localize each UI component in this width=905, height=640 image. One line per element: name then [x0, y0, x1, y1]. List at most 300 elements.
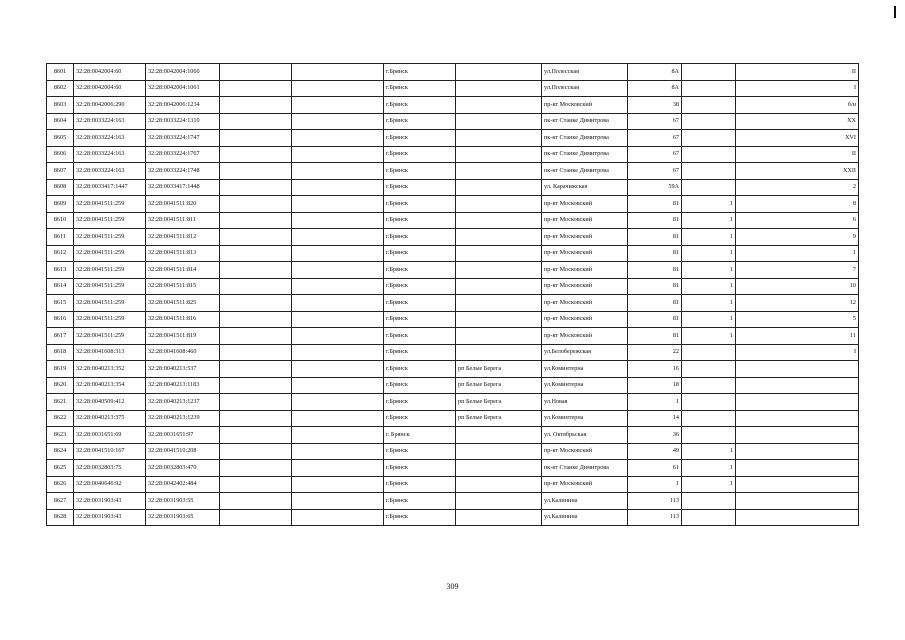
settlement-cell: рп Белые Берега	[456, 377, 542, 394]
parent-cadastral-number-cell: 32:28:0042006:290	[74, 97, 146, 114]
parent-cadastral-number-cell: 32:28:0041511:259	[74, 328, 146, 345]
parent-cadastral-number-cell: 32:28:0031903:43	[74, 493, 146, 510]
house-number-cell: 38	[628, 97, 682, 114]
cadastral-number-cell: 32:28:0042402:484	[146, 476, 220, 493]
parent-cadastral-number-cell: 32:28:0040646:92	[74, 476, 146, 493]
room-number-cell	[736, 460, 859, 477]
city-cell: г.Брянск	[384, 295, 456, 312]
room-number-cell	[736, 443, 859, 460]
table-row	[47, 476, 859, 493]
empty-cell-cell	[292, 427, 384, 444]
city-cell: г.Брянск	[384, 460, 456, 477]
record-number-cell: 8602	[47, 80, 74, 97]
empty-cell-cell	[292, 163, 384, 180]
empty-cell-cell	[292, 113, 384, 130]
building-number-cell	[682, 80, 736, 97]
empty-cell-cell	[292, 179, 384, 196]
table-row	[47, 460, 859, 477]
street-cell: пр-кт Московский	[542, 196, 628, 213]
house-number-cell: 22	[628, 344, 682, 361]
building-number-cell: 1	[682, 196, 736, 213]
room-number-cell: 12	[736, 295, 859, 312]
parent-cadastral-number-cell: 32:28:0041511:259	[74, 196, 146, 213]
street-cell: ул. Октябрьская	[542, 427, 628, 444]
cadastral-number-cell: 32:28:0041510:208	[146, 443, 220, 460]
house-number-cell: 1	[628, 394, 682, 411]
record-number-cell: 8627	[47, 493, 74, 510]
record-number-cell: 8613	[47, 262, 74, 279]
settlement-cell	[456, 163, 542, 180]
table-row	[47, 179, 859, 196]
building-number-cell	[682, 113, 736, 130]
house-number-cell: 18	[628, 377, 682, 394]
house-number-cell: 81	[628, 328, 682, 345]
parent-cadastral-number-cell: 32:28:0033224:163	[74, 113, 146, 130]
empty-cell-cell	[292, 344, 384, 361]
street-cell: ул.Калинина	[542, 509, 628, 526]
cadastral-number-cell: 32:28:0040213:1183	[146, 377, 220, 394]
empty-cell-cell	[220, 361, 292, 378]
empty-cell-cell	[220, 229, 292, 246]
record-number-cell: 8616	[47, 311, 74, 328]
record-number-cell: 8615	[47, 295, 74, 312]
cadastral-number-cell: 32:28:0031903:55	[146, 493, 220, 510]
settlement-cell	[456, 311, 542, 328]
record-number-cell: 8628	[47, 509, 74, 526]
table-row	[47, 64, 859, 81]
building-number-cell: 1	[682, 229, 736, 246]
cadastral-number-cell: 32:28:0041511:813	[146, 245, 220, 262]
settlement-cell	[456, 460, 542, 477]
registry-table	[46, 63, 859, 526]
building-number-cell: 1	[682, 278, 736, 295]
parent-cadastral-number-cell: 32:28:0042004:60	[74, 64, 146, 81]
street-cell: пр-кт Московский	[542, 212, 628, 229]
room-number-cell: 2	[736, 179, 859, 196]
street-cell: пр-кт Московский	[542, 262, 628, 279]
building-number-cell	[682, 361, 736, 378]
settlement-cell	[456, 113, 542, 130]
house-number-cell: 81	[628, 245, 682, 262]
table-row	[47, 311, 859, 328]
empty-cell-cell	[220, 262, 292, 279]
record-number-cell: 8601	[47, 64, 74, 81]
city-cell: г. Брянск	[384, 427, 456, 444]
settlement-cell	[456, 328, 542, 345]
house-number-cell: 81	[628, 229, 682, 246]
building-number-cell	[682, 97, 736, 114]
parent-cadastral-number-cell: 32:28:0041511:259	[74, 278, 146, 295]
street-cell: ул. Карачижская	[542, 179, 628, 196]
empty-cell-cell	[292, 377, 384, 394]
room-number-cell: 7	[736, 262, 859, 279]
settlement-cell	[456, 278, 542, 295]
street-cell: пр-кт Московский	[542, 245, 628, 262]
city-cell: г.Брянск	[384, 361, 456, 378]
empty-cell-cell	[292, 394, 384, 411]
table-row	[47, 377, 859, 394]
empty-cell-cell	[292, 97, 384, 114]
empty-cell-cell	[220, 410, 292, 427]
record-number-cell: 8605	[47, 130, 74, 147]
record-number-cell: 8620	[47, 377, 74, 394]
parent-cadastral-number-cell: 32:28:0033224:163	[74, 163, 146, 180]
empty-cell-cell	[292, 130, 384, 147]
empty-cell-cell	[292, 476, 384, 493]
empty-cell-cell	[220, 476, 292, 493]
building-number-cell	[682, 163, 736, 180]
city-cell: г.Брянск	[384, 212, 456, 229]
building-number-cell: 1	[682, 328, 736, 345]
cadastral-number-cell: 32:28:0033224:1767	[146, 146, 220, 163]
table-row	[47, 361, 859, 378]
cadastral-number-cell: 32:28:0032803:470	[146, 460, 220, 477]
room-number-cell: 10	[736, 278, 859, 295]
table-row	[47, 262, 859, 279]
house-number-cell: 81	[628, 212, 682, 229]
table-row	[47, 295, 859, 312]
table-row	[47, 328, 859, 345]
house-number-cell: 36	[628, 427, 682, 444]
room-number-cell: 1	[736, 245, 859, 262]
empty-cell-cell	[292, 311, 384, 328]
empty-cell-cell	[220, 344, 292, 361]
street-cell: пр-кт Московский	[542, 229, 628, 246]
settlement-cell	[456, 493, 542, 510]
room-number-cell	[736, 361, 859, 378]
house-number-cell: 8А	[628, 80, 682, 97]
empty-cell-cell	[292, 80, 384, 97]
cadastral-number-cell: 32:28:0042004:1060	[146, 64, 220, 81]
record-number-cell: 8604	[47, 113, 74, 130]
empty-cell-cell	[220, 97, 292, 114]
cadastral-number-cell: 32:28:0033224:1310	[146, 113, 220, 130]
table-row	[47, 163, 859, 180]
city-cell: г.Брянск	[384, 64, 456, 81]
room-number-cell: XXII	[736, 163, 859, 180]
parent-cadastral-number-cell: 32:28:0041511:259	[74, 295, 146, 312]
empty-cell-cell	[220, 311, 292, 328]
room-number-cell: XX	[736, 113, 859, 130]
building-number-cell: 1	[682, 262, 736, 279]
house-number-cell: 61	[628, 460, 682, 477]
record-number-cell: 8624	[47, 443, 74, 460]
settlement-cell	[456, 245, 542, 262]
settlement-cell	[456, 344, 542, 361]
cadastral-number-cell: 32:28:0040213:1239	[146, 410, 220, 427]
room-number-cell	[736, 410, 859, 427]
table-row	[47, 80, 859, 97]
cadastral-number-cell: 32:28:0041511:811	[146, 212, 220, 229]
cadastral-number-cell: 32:28:0041511:812	[146, 229, 220, 246]
record-number-cell: 8614	[47, 278, 74, 295]
parent-cadastral-number-cell: 32:28:0032803:75	[74, 460, 146, 477]
building-number-cell	[682, 394, 736, 411]
record-number-cell: 8603	[47, 97, 74, 114]
settlement-cell	[456, 64, 542, 81]
empty-cell-cell	[220, 427, 292, 444]
house-number-cell: 67	[628, 130, 682, 147]
cadastral-number-cell: 32:28:0033417:1448	[146, 179, 220, 196]
building-number-cell	[682, 377, 736, 394]
house-number-cell: 113	[628, 493, 682, 510]
cadastral-number-cell: 32:28:0042004:1061	[146, 80, 220, 97]
cadastral-number-cell: 32:28:0041511:815	[146, 278, 220, 295]
street-cell: пр-кт Московский	[542, 443, 628, 460]
parent-cadastral-number-cell: 32:28:0040213:354	[74, 377, 146, 394]
parent-cadastral-number-cell: 32:28:0041511:259	[74, 245, 146, 262]
table-row	[47, 394, 859, 411]
table-row	[47, 410, 859, 427]
parent-cadastral-number-cell: 32:28:0040213:375	[74, 410, 146, 427]
house-number-cell: 8А	[628, 64, 682, 81]
cadastral-number-cell: 32:28:0041511:820	[146, 196, 220, 213]
room-number-cell: б/н	[736, 97, 859, 114]
house-number-cell: 49	[628, 443, 682, 460]
street-cell: ул.Коминтерна	[542, 410, 628, 427]
empty-cell-cell	[292, 295, 384, 312]
building-number-cell: 1	[682, 476, 736, 493]
room-number-cell: I	[736, 80, 859, 97]
record-number-cell: 8608	[47, 179, 74, 196]
city-cell: г.Брянск	[384, 377, 456, 394]
empty-cell-cell	[220, 443, 292, 460]
parent-cadastral-number-cell: 32:28:0041511:259	[74, 262, 146, 279]
parent-cadastral-number-cell: 32:28:0041510:167	[74, 443, 146, 460]
street-cell: ул.Коминтерна	[542, 377, 628, 394]
empty-cell-cell	[292, 262, 384, 279]
settlement-cell	[456, 443, 542, 460]
empty-cell-cell	[220, 179, 292, 196]
empty-cell-cell	[220, 245, 292, 262]
city-cell: г.Брянск	[384, 262, 456, 279]
record-number-cell: 8621	[47, 394, 74, 411]
room-number-cell: 5	[736, 311, 859, 328]
table-row	[47, 443, 859, 460]
street-cell: пр-кт Московский	[542, 295, 628, 312]
table-row	[47, 229, 859, 246]
parent-cadastral-number-cell: 32:28:0033224:163	[74, 130, 146, 147]
room-number-cell	[736, 493, 859, 510]
street-cell: ул.Полесская	[542, 80, 628, 97]
city-cell: г.Брянск	[384, 113, 456, 130]
city-cell: г.Брянск	[384, 229, 456, 246]
empty-cell-cell	[220, 113, 292, 130]
empty-cell-cell	[220, 460, 292, 477]
settlement-cell	[456, 262, 542, 279]
record-number-cell: 8617	[47, 328, 74, 345]
room-number-cell	[736, 476, 859, 493]
empty-cell-cell	[220, 130, 292, 147]
city-cell: г.Брянск	[384, 97, 456, 114]
street-cell: пр-кт Московский	[542, 311, 628, 328]
city-cell: г.Брянск	[384, 328, 456, 345]
table-row	[47, 212, 859, 229]
settlement-cell	[456, 146, 542, 163]
table-row	[47, 130, 859, 147]
settlement-cell	[456, 179, 542, 196]
city-cell: г.Брянск	[384, 509, 456, 526]
room-number-cell	[736, 394, 859, 411]
city-cell: г.Брянск	[384, 80, 456, 97]
city-cell: г.Брянск	[384, 130, 456, 147]
street-cell: пк-кт Станке Димитрова	[542, 130, 628, 147]
settlement-cell: рп Белые Берега	[456, 394, 542, 411]
table-body	[47, 64, 859, 526]
street-cell: ул.Полесская	[542, 64, 628, 81]
house-number-cell: 81	[628, 278, 682, 295]
record-number-cell: 8606	[47, 146, 74, 163]
settlement-cell	[456, 212, 542, 229]
building-number-cell	[682, 130, 736, 147]
empty-cell-cell	[292, 212, 384, 229]
settlement-cell	[456, 80, 542, 97]
city-cell: г.Брянск	[384, 443, 456, 460]
city-cell: г.Брянск	[384, 476, 456, 493]
settlement-cell: рп Белые Берега	[456, 361, 542, 378]
building-number-cell	[682, 493, 736, 510]
empty-cell-cell	[292, 493, 384, 510]
house-number-cell: 113	[628, 509, 682, 526]
room-number-cell: 9	[736, 229, 859, 246]
table-row	[47, 509, 859, 526]
settlement-cell	[456, 97, 542, 114]
building-number-cell: 1	[682, 460, 736, 477]
room-number-cell: 11	[736, 328, 859, 345]
building-number-cell	[682, 509, 736, 526]
city-cell: г.Брянск	[384, 196, 456, 213]
street-cell: пк-кт Станке Димитрова	[542, 460, 628, 477]
street-cell: ул.Новая	[542, 394, 628, 411]
empty-cell-cell	[220, 394, 292, 411]
cadastral-number-cell: 32:28:0033224:1748	[146, 163, 220, 180]
building-number-cell	[682, 344, 736, 361]
empty-cell-cell	[292, 229, 384, 246]
cadastral-number-cell: 32:28:0031903:65	[146, 509, 220, 526]
empty-cell-cell	[292, 509, 384, 526]
room-number-cell: II	[736, 64, 859, 81]
empty-cell-cell	[220, 163, 292, 180]
cadastral-number-cell: 32:28:0031651:97	[146, 427, 220, 444]
record-number-cell: 8607	[47, 163, 74, 180]
record-number-cell: 8625	[47, 460, 74, 477]
street-cell: пр-кт Московский	[542, 328, 628, 345]
record-number-cell: 8609	[47, 196, 74, 213]
empty-cell-cell	[292, 278, 384, 295]
empty-cell-cell	[220, 64, 292, 81]
record-number-cell: 8623	[47, 427, 74, 444]
empty-cell-cell	[292, 64, 384, 81]
empty-cell-cell	[292, 443, 384, 460]
building-number-cell: 1	[682, 245, 736, 262]
cadastral-number-cell: 32:28:0040213:537	[146, 361, 220, 378]
building-number-cell	[682, 64, 736, 81]
empty-cell-cell	[220, 328, 292, 345]
house-number-cell: 67	[628, 163, 682, 180]
record-number-cell: 8618	[47, 344, 74, 361]
house-number-cell: 1	[628, 476, 682, 493]
house-number-cell: 14	[628, 410, 682, 427]
table-row	[47, 113, 859, 130]
parent-cadastral-number-cell: 32:28:0033417:1447	[74, 179, 146, 196]
empty-cell-cell	[220, 493, 292, 510]
building-number-cell: 1	[682, 311, 736, 328]
building-number-cell: 1	[682, 212, 736, 229]
table-row	[47, 427, 859, 444]
cadastral-number-cell: 32:28:0042006:1234	[146, 97, 220, 114]
street-cell: ул.Белобережская	[542, 344, 628, 361]
table-row	[47, 344, 859, 361]
cadastral-number-cell: 32:28:0041511:816	[146, 311, 220, 328]
parent-cadastral-number-cell: 32:28:0040509:412	[74, 394, 146, 411]
empty-cell-cell	[292, 245, 384, 262]
settlement-cell	[456, 427, 542, 444]
city-cell: г.Брянск	[384, 410, 456, 427]
record-number-cell: 8626	[47, 476, 74, 493]
table-row	[47, 245, 859, 262]
empty-cell-cell	[220, 509, 292, 526]
house-number-cell: 81	[628, 196, 682, 213]
street-cell: ул.Калинина	[542, 493, 628, 510]
city-cell: г.Брянск	[384, 311, 456, 328]
room-number-cell: II	[736, 146, 859, 163]
empty-cell-cell	[292, 196, 384, 213]
cadastral-number-cell: 32:28:0041511:814	[146, 262, 220, 279]
cadastral-number-cell: 32:28:0041511:819	[146, 328, 220, 345]
street-cell: пк-кт Станке Димитрова	[542, 113, 628, 130]
record-number-cell: 8619	[47, 361, 74, 378]
house-number-cell: 16	[628, 361, 682, 378]
city-cell: г.Брянск	[384, 344, 456, 361]
parent-cadastral-number-cell: 32:28:0033224:163	[74, 146, 146, 163]
room-number-cell	[736, 509, 859, 526]
record-number-cell: 8611	[47, 229, 74, 246]
room-number-cell: 8	[736, 196, 859, 213]
city-cell: г.Брянск	[384, 278, 456, 295]
building-number-cell	[682, 179, 736, 196]
empty-cell-cell	[292, 328, 384, 345]
record-number-cell: 8610	[47, 212, 74, 229]
empty-cell-cell	[220, 80, 292, 97]
empty-cell-cell	[292, 361, 384, 378]
settlement-cell	[456, 229, 542, 246]
city-cell: г.Брянск	[384, 146, 456, 163]
settlement-cell	[456, 196, 542, 213]
settlement-cell	[456, 509, 542, 526]
city-cell: г.Брянск	[384, 245, 456, 262]
empty-cell-cell	[220, 146, 292, 163]
room-number-cell: XVI	[736, 130, 859, 147]
street-cell: пр-кт Московский	[542, 97, 628, 114]
empty-cell-cell	[292, 410, 384, 427]
parent-cadastral-number-cell: 32:28:0040213:352	[74, 361, 146, 378]
building-number-cell	[682, 410, 736, 427]
record-number-cell: 8622	[47, 410, 74, 427]
cadastral-number-cell: 32:28:0040213:1237	[146, 394, 220, 411]
cadastral-number-cell: 32:28:0041511:825	[146, 295, 220, 312]
parent-cadastral-number-cell: 32:28:0042004:60	[74, 80, 146, 97]
empty-cell-cell	[220, 212, 292, 229]
parent-cadastral-number-cell: 32:28:0031651:69	[74, 427, 146, 444]
table-row	[47, 278, 859, 295]
building-number-cell: 1	[682, 443, 736, 460]
parent-cadastral-number-cell: 32:28:0041511:259	[74, 311, 146, 328]
house-number-cell: 81	[628, 311, 682, 328]
table-row	[47, 493, 859, 510]
building-number-cell	[682, 427, 736, 444]
settlement-cell	[456, 295, 542, 312]
empty-cell-cell	[220, 278, 292, 295]
